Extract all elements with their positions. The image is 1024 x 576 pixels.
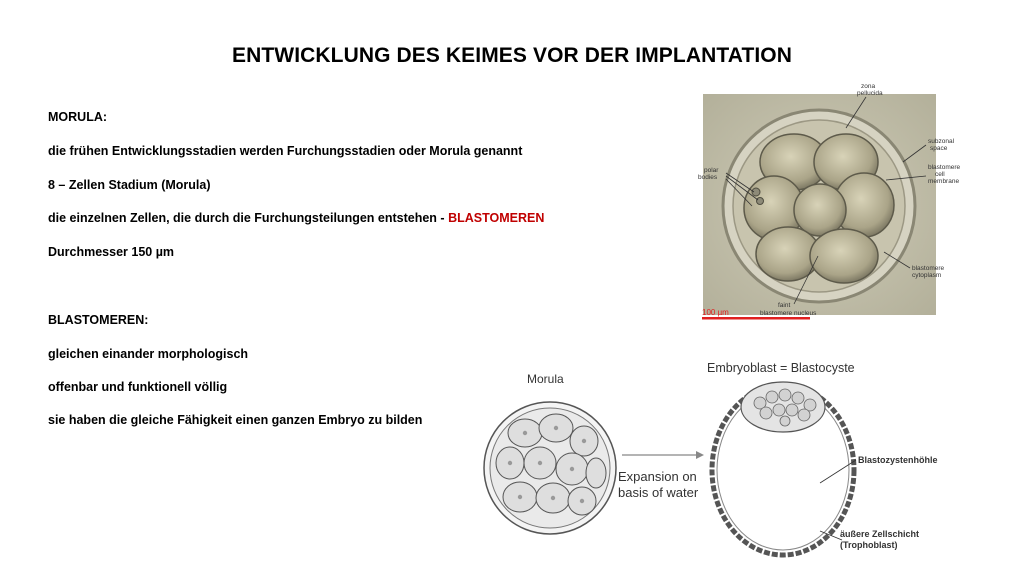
label-blastomere-nucleus: blastomere nucleus xyxy=(760,310,817,317)
polar-body xyxy=(757,198,764,205)
morula-drawing xyxy=(484,402,616,534)
label-pellucida: pellucida xyxy=(857,90,883,97)
diagram-blastocyst-label: Embryoblast = Blastocyste xyxy=(707,361,855,375)
label-bodies: bodies xyxy=(698,174,718,181)
label-blastomere-cytoplasm-1: blastomere xyxy=(912,265,945,272)
outer-layer-label-2: (Trophoblast) xyxy=(840,540,898,550)
label-space: space xyxy=(930,145,948,152)
text-line-furchung: die frühen Entwicklungsstadien werden Furchungsstadien oder Morula genannt xyxy=(48,144,523,158)
morula-heading: MORULA: xyxy=(48,110,108,124)
morula-blastocyst-diagram xyxy=(470,355,950,570)
label-blastomere-membrane-2: cell xyxy=(935,171,945,178)
blastocyst-cavity-label: Blastozystenhöhle xyxy=(858,455,938,465)
expansion-arrow-head xyxy=(696,451,704,459)
label-blastomere-membrane-3: membrane xyxy=(928,178,960,185)
embryo-micrograph xyxy=(698,80,998,330)
label-zona: zona xyxy=(861,83,876,90)
outer-layer-label-1: äußere Zellschicht xyxy=(840,529,920,539)
label-blastomere-cytoplasm-2: cytoplasm xyxy=(912,272,942,279)
text-line-8-zellen: 8 – Zellen Stadium (Morula) xyxy=(48,178,211,192)
label-faint: faint xyxy=(778,302,791,309)
slide-title: ENTWICKLUNG DES KEIMES VOR DER IMPLANTATION xyxy=(231,44,793,67)
label-blastomere-membrane-1: blastomere xyxy=(928,164,961,171)
expansion-label-2: basis of water xyxy=(618,485,699,500)
text-line-morphologisch: gleichen einander morphologisch xyxy=(48,347,249,361)
polar-body xyxy=(752,188,760,196)
text-line-funktionell: offenbar und funktionell völlig xyxy=(48,380,228,394)
scale-bar xyxy=(702,317,810,320)
expansion-label-1: Expansion on xyxy=(618,469,697,484)
label-subzonal: subzonal xyxy=(928,138,955,145)
text-line-durchmesser: Durchmesser 150 µm xyxy=(48,245,175,259)
text-line-blastomeren xyxy=(48,211,544,225)
blastomeren-heading: BLASTOMEREN: xyxy=(48,313,149,327)
blastomere-cells xyxy=(744,134,894,283)
text-line-faehigkeit: sie haben die gleiche Fähigkeit einen ganzen Embryo zu bilden xyxy=(48,413,423,427)
blastomeren-highlight: BLASTOMEREN xyxy=(448,211,545,225)
text-line-blastomeren-prefix: die einzelnen Zellen, die durch die Furchungsteilungen entstehen - xyxy=(48,211,449,225)
label-polar: polar xyxy=(704,167,719,174)
blastocyst-drawing xyxy=(712,382,856,555)
diagram-morula-label: Morula xyxy=(527,372,564,386)
scale-bar-label: 100 µm xyxy=(702,308,729,317)
